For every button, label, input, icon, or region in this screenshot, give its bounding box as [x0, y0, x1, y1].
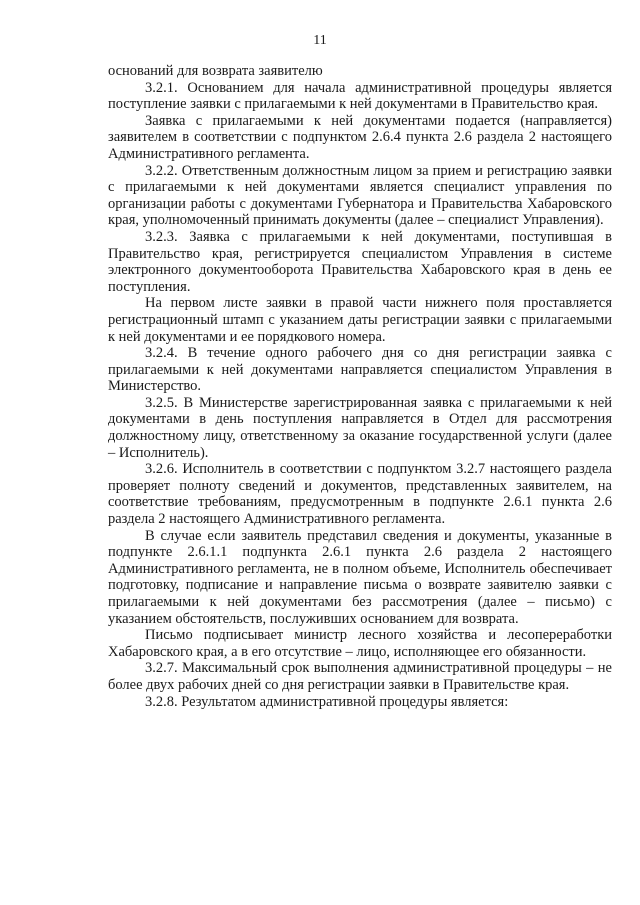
paragraph-application-submission: Заявка с прилагаемыми к ней документами подается (направляется) заявителем в соответствии с подпунктом 2.6.4 пункта 2.6 раздела 2 настоящего Административного регламента.	[108, 112, 612, 162]
paragraph-3-2-8: 3.2.8. Результатом административной процедуры является:	[145, 693, 509, 710]
paragraph-3-2-7: 3.2.7. Максимальный срок выполнения административной процедуры – не более двух рабочих дней со дня регистрации заявки в Правительстве края.	[108, 660, 612, 693]
paragraph-3-2-4: 3.2.4. В течение одного рабочего дня со дня регистрации заявка с прилагаемыми к ней документами направляется специалистом Управления в Министерство.	[108, 345, 612, 395]
document-body	[108, 63, 612, 710]
paragraph-letter-signature: Письмо подписывает министр лесного хозяйства и лесопереработки Хабаровского края, а в его отсутствие – лицо, исполняющее его обязанности.	[108, 627, 612, 660]
paragraph-3-2-6: 3.2.6. Исполнитель в соответствии с подпунктом 3.2.7 настоящего раздела проверяет полноту сведений и документов, представленных заявителем, на соответствие требованиям, предусмотренным в подпункте 2.6.1 пункта 2.6 раздела 2 настоящего Административного регламента.	[108, 461, 612, 528]
paragraph-3-2-5: 3.2.5. В Министерстве зарегистрированная заявка с прилагаемыми к ней документами в день поступления направляется в Отдел для рассмотрения должностному лицу, ответственному за оказание государственной услуги (далее – Исполнитель).	[108, 394, 612, 461]
paragraph-3-2-1: 3.2.1. Основанием для начала административной процедуры является поступление заявки с прилагаемыми к ней документами в Правительство края.	[108, 79, 612, 113]
page-number: 11	[313, 33, 327, 48]
paragraph-continuation: оснований для возврата заявителю	[108, 63, 323, 79]
paragraph-3-2-2: 3.2.2. Ответственным должностным лицом за прием и регистрацию заявки с прилагаемыми к ней документами является специалист управления по организации работы с документами Губернатора и Правительства Хабаровского края, уполномоченный принимать документы (далее – специалист Управления).	[108, 162, 612, 229]
paragraph-registration-stamp: На первом листе заявки в правой части нижнего поля проставляется регистрационный штамп с указанием даты регистрации заявки с прилагаемыми к ней документами и ее порядкового номера.	[108, 295, 612, 345]
paragraph-return-case: В случае если заявитель представил сведения и документы, указанные в подпункте 2.6.1.1 подпункта 2.6.1 пункта 2.6 раздела 2 настоящего Административного регламента, не в полном объеме, Исполнитель обеспечивает подготовку, подписание и направление письма о возврате заявителю заявки с прилагаемыми к ней документами без рассмотрения (далее – письмо) с указанием обстоятельств, послуживших основанием для возврата.	[108, 527, 612, 627]
paragraph-3-2-3: 3.2.3. Заявка с прилагаемыми к ней документами, поступившая в Правительство края, регистрируется специалистом Управления в системе электронного документооборота Правительства Хабаровского края в день ее поступления.	[108, 228, 612, 295]
